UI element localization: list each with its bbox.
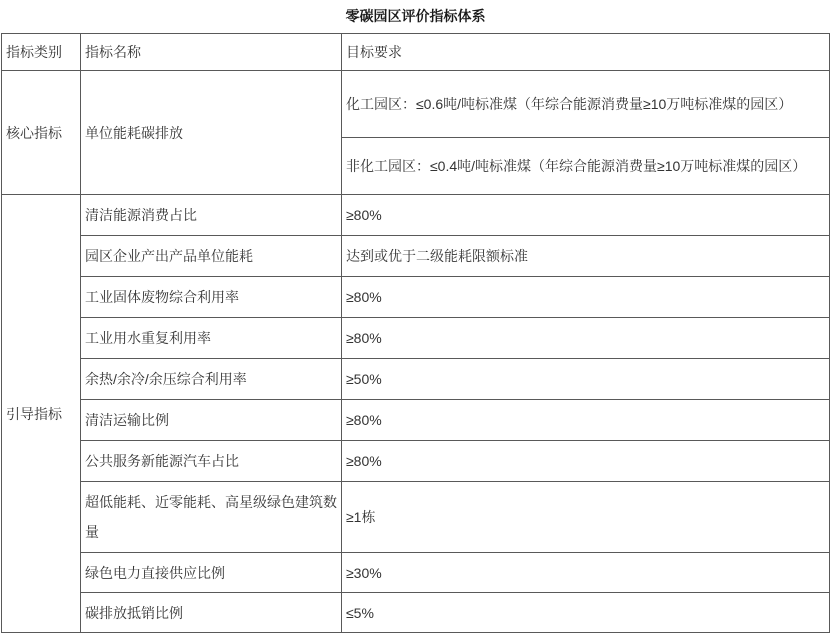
indicator-table <box>1 33 830 633</box>
table-row-core-chemical <box>2 71 830 138</box>
guide-name-cell: 清洁能源消费占比 <box>81 195 342 236</box>
guide-target-cell: ≥80% <box>342 277 830 318</box>
table-row-guide-7 <box>2 441 830 482</box>
table-row-guide-3 <box>2 277 830 318</box>
core-target-non-chemical-cell: 非化工园区：≤0.4吨/吨标准煤（年综合能源消费量≥10万吨标准煤的园区） <box>342 138 830 195</box>
table-row-guide-1 <box>2 195 830 236</box>
guide-name-cell: 工业固体废物综合利用率 <box>81 277 342 318</box>
table-row-guide-5 <box>2 359 830 400</box>
guide-category-cell: 引导指标 <box>2 195 81 633</box>
guide-target-cell: ≥30% <box>342 553 830 593</box>
core-category-cell: 核心指标 <box>2 71 81 195</box>
table-row-guide-8 <box>2 482 830 553</box>
table-row-guide-6 <box>2 400 830 441</box>
document-page <box>0 7 831 621</box>
guide-name-cell: 公共服务新能源汽车占比 <box>81 441 342 482</box>
guide-target-cell: ≤5% <box>342 593 830 633</box>
guide-target-cell: 达到或优于二级能耗限额标准 <box>342 236 830 277</box>
guide-name-cell: 工业用水重复利用率 <box>81 318 342 359</box>
guide-target-cell: ≥80% <box>342 441 830 482</box>
header-cell-category: 指标类别 <box>2 34 81 71</box>
guide-name-cell: 园区企业产出产品单位能耗 <box>81 236 342 277</box>
guide-target-cell: ≥1栋 <box>342 482 830 553</box>
guide-target-cell: ≥50% <box>342 359 830 400</box>
guide-target-cell: ≥80% <box>342 318 830 359</box>
guide-target-cell: ≥80% <box>342 195 830 236</box>
table-header-row <box>2 34 830 71</box>
table-row-guide-4 <box>2 318 830 359</box>
guide-name-cell: 清洁运输比例 <box>81 400 342 441</box>
guide-name-cell: 碳排放抵销比例 <box>81 593 342 633</box>
core-target-chemical-cell: 化工园区：≤0.6吨/吨标准煤（年综合能源消费量≥10万吨标准煤的园区） <box>342 71 830 138</box>
guide-name-cell: 绿色电力直接供应比例 <box>81 553 342 593</box>
core-indicator-cell: 单位能耗碳排放 <box>81 71 342 195</box>
guide-name-cell: 超低能耗、近零能耗、高星级绿色建筑数量 <box>81 482 342 553</box>
guide-name-cell: 余热/余冷/余压综合利用率 <box>81 359 342 400</box>
table-row-guide-9 <box>2 553 830 593</box>
table-row-guide-2 <box>2 236 830 277</box>
header-cell-target: 目标要求 <box>342 34 830 71</box>
header-cell-name: 指标名称 <box>81 34 342 71</box>
page-title: 零碳园区评价指标体系 <box>345 8 486 24</box>
guide-target-cell: ≥80% <box>342 400 830 441</box>
table-row-guide-10 <box>2 593 830 633</box>
